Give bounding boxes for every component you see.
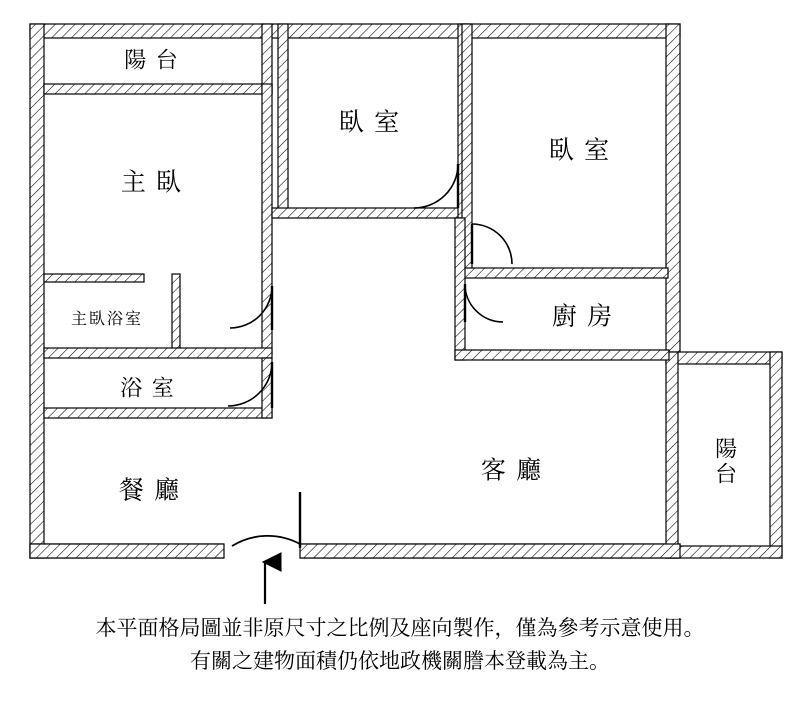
disclaimer-line-1: 本平面格局圖並非原尺寸之比例及座向製作，僅為參考示意使用。	[95, 616, 705, 640]
room-label-master-bathroom: 主臥浴室	[70, 310, 144, 328]
room-label-bedroom-2: 臥 室	[338, 109, 402, 137]
room-label-bathroom: 浴 室	[120, 375, 176, 401]
room-label-living-room: 客 廳	[480, 457, 544, 485]
disclaimer-line-2: 有關之建物面積仍依地政機關謄本登載為主。	[190, 648, 610, 673]
room-label-bedroom-3: 臥 室	[548, 137, 612, 165]
room-label-dining-room: 餐 廳	[118, 477, 182, 505]
disclaimer-note	[0, 612, 800, 677]
room-label-kitchen: 廚 房	[551, 303, 615, 331]
room-label-master-bedroom: 主 臥	[120, 169, 184, 197]
room-label-balcony-right: 陽台	[712, 437, 738, 487]
room-label-balcony-top: 陽 台	[124, 47, 180, 73]
